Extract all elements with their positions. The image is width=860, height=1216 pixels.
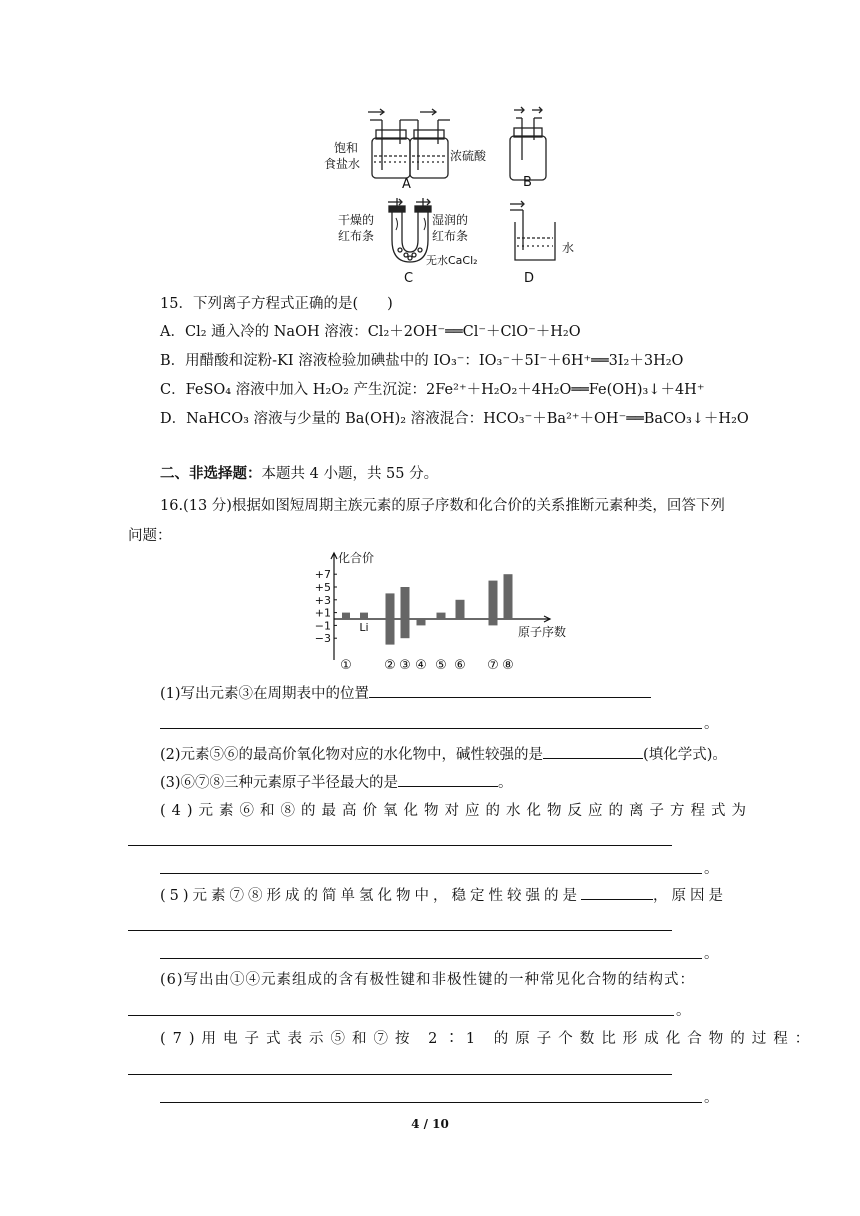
- q16-part6-text: (6)写出由①④元素组成的含有极性键和非极性键的一种常见化合物的结构式：: [160, 972, 696, 988]
- q16-part3: [160, 772, 513, 793]
- category-label: Li: [359, 621, 369, 634]
- d-right-text: 水: [562, 241, 575, 255]
- y-tick-label: +7: [314, 568, 331, 582]
- q16-part6-answer-line[interactable]: [128, 1015, 674, 1016]
- q16-part6-period: 。: [676, 1003, 691, 1019]
- q16-part5-suffix: ，原因是: [653, 888, 728, 904]
- q16-part3-blank[interactable]: [398, 772, 498, 787]
- bar-2: [360, 613, 368, 619]
- q16-part7-period: 。: [704, 1090, 719, 1106]
- section-title: 二、非选择题：: [160, 465, 262, 482]
- q15-option-a: A．Cl₂ 通入冷的 NaOH 溶液：Cl₂＋2OH⁻══Cl⁻＋ClO⁻＋H₂O: [160, 324, 581, 340]
- category-label: ⑤: [435, 658, 447, 673]
- y-axis-label: 化合价: [338, 551, 375, 565]
- bar-5: [417, 619, 426, 625]
- bar-4: [401, 587, 410, 638]
- q16-part1-period: 。: [704, 716, 719, 732]
- c-right-text-1: 湿润的: [432, 213, 469, 227]
- section-desc: 本题共 4 小题，共 55 分。: [261, 466, 439, 482]
- label-a: A: [402, 177, 411, 192]
- bar-9: [504, 574, 513, 619]
- q16-part4-text: (4)元素⑥和⑧的最高价氧化物对应的水化物反应的离子方程式为: [160, 803, 753, 819]
- category-label: ⑦: [487, 658, 499, 673]
- category-label: ①: [340, 658, 352, 673]
- q16-part5-answer-line-2[interactable]: [160, 958, 702, 959]
- q16-part5-blank[interactable]: [581, 885, 653, 900]
- bar-6: [437, 613, 446, 619]
- c-left-text-2: 红布条: [338, 229, 375, 243]
- q16-part4-period: 。: [704, 861, 719, 877]
- q16-part3-suffix: 。: [498, 775, 513, 791]
- q16-part1-blank[interactable]: [369, 683, 651, 698]
- label-c: C: [404, 271, 414, 286]
- q16-part2-blank[interactable]: [543, 744, 643, 759]
- c-right-text-2: 红布条: [432, 229, 469, 243]
- label-b: B: [523, 175, 532, 190]
- q16-part1: [160, 683, 651, 704]
- q16-part5: [160, 885, 734, 906]
- category-label: ②: [384, 658, 396, 673]
- q15-option-d: D．NaHCO₃ 溶液与少量的 Ba(OH)₂ 溶液混合：HCO₃⁻＋Ba²⁺＋OH⁻══BaCO₃↓＋H₂O: [160, 411, 749, 427]
- label-d: D: [524, 271, 535, 286]
- y-tick-label: +3: [314, 593, 331, 607]
- a-left-text-1: 饱和: [334, 141, 359, 155]
- a-left-text-2: 食盐水: [324, 157, 361, 171]
- q16-part1-answer-line[interactable]: [160, 728, 702, 729]
- category-label: ③: [399, 658, 411, 673]
- y-tick-label: −3: [314, 632, 331, 646]
- q16-part7-text: (7)用电子式表示⑤和⑦按 2∶1 的原子个数比形成化合物的过程：: [160, 1031, 817, 1047]
- bar-3: [386, 593, 395, 644]
- q16-part5-period: 。: [704, 946, 719, 962]
- bar-7: [456, 600, 465, 619]
- q16-stem-line1: 16.(13 分)根据如图短周期主族元素的原子序数和化合价的关系推断元素种类，回答下列: [160, 498, 725, 514]
- category-label: ⑧: [502, 658, 514, 673]
- section-heading: [160, 464, 438, 484]
- bar-8: [489, 581, 498, 626]
- q16-part5-text: (5)元素⑦⑧形成的简单氢化物中，稳定性较强的是: [160, 888, 582, 904]
- bar-1: [342, 613, 350, 619]
- q16-stem-line2: 问题：: [128, 528, 172, 544]
- y-tick-label: +1: [314, 606, 331, 620]
- c-left-text-1: 干燥的: [338, 213, 375, 227]
- q16-part4-answer-line-2[interactable]: [160, 873, 702, 874]
- q16-part7-answer-line-1[interactable]: [128, 1074, 672, 1075]
- y-tick-label: +5: [314, 581, 331, 594]
- page-number: 4 / 10: [411, 1117, 449, 1131]
- c-bottom-text: 无水CaCl₂: [426, 254, 478, 267]
- category-label: ④: [415, 658, 427, 673]
- q15-stem: 15．下列离子方程式正确的是( ): [160, 296, 393, 312]
- a-right-text: 浓硫酸: [450, 149, 487, 163]
- y-tick-label: −1: [314, 619, 331, 633]
- valence-chart: [300, 548, 590, 674]
- q16-part2: [160, 744, 727, 765]
- q16-part2-text: (2)元素⑤⑥的最高价氧化物对应的水化物中，碱性较强的是: [160, 747, 544, 763]
- q15-option-b: B．用醋酸和淀粉-KI 溶液检验加碘盐中的 IO₃⁻：IO₃⁻＋5I⁻＋6H⁺══3I₂＋3H₂O: [160, 353, 684, 369]
- apparatus-figure: [310, 100, 590, 290]
- q16-part3-text: (3)⑥⑦⑧三种元素原子半径最大的是: [160, 775, 399, 791]
- q16-part7-answer-line-2[interactable]: [160, 1102, 702, 1103]
- x-axis-label: 原子序数: [518, 625, 567, 639]
- q16-part5-answer-line-1[interactable]: [128, 930, 672, 931]
- q15-option-c: C．FeSO₄ 溶液中加入 H₂O₂ 产生沉淀：2Fe²⁺＋H₂O₂＋4H₂O══Fe(OH)₃↓＋4H⁺: [160, 382, 705, 398]
- q16-part2-suffix: (填化学式)。: [643, 747, 727, 763]
- category-label: ⑥: [454, 658, 466, 673]
- q16-part1-text: (1)写出元素③在周期表中的位置: [160, 686, 370, 702]
- q16-part4-answer-line-1[interactable]: [128, 845, 672, 846]
